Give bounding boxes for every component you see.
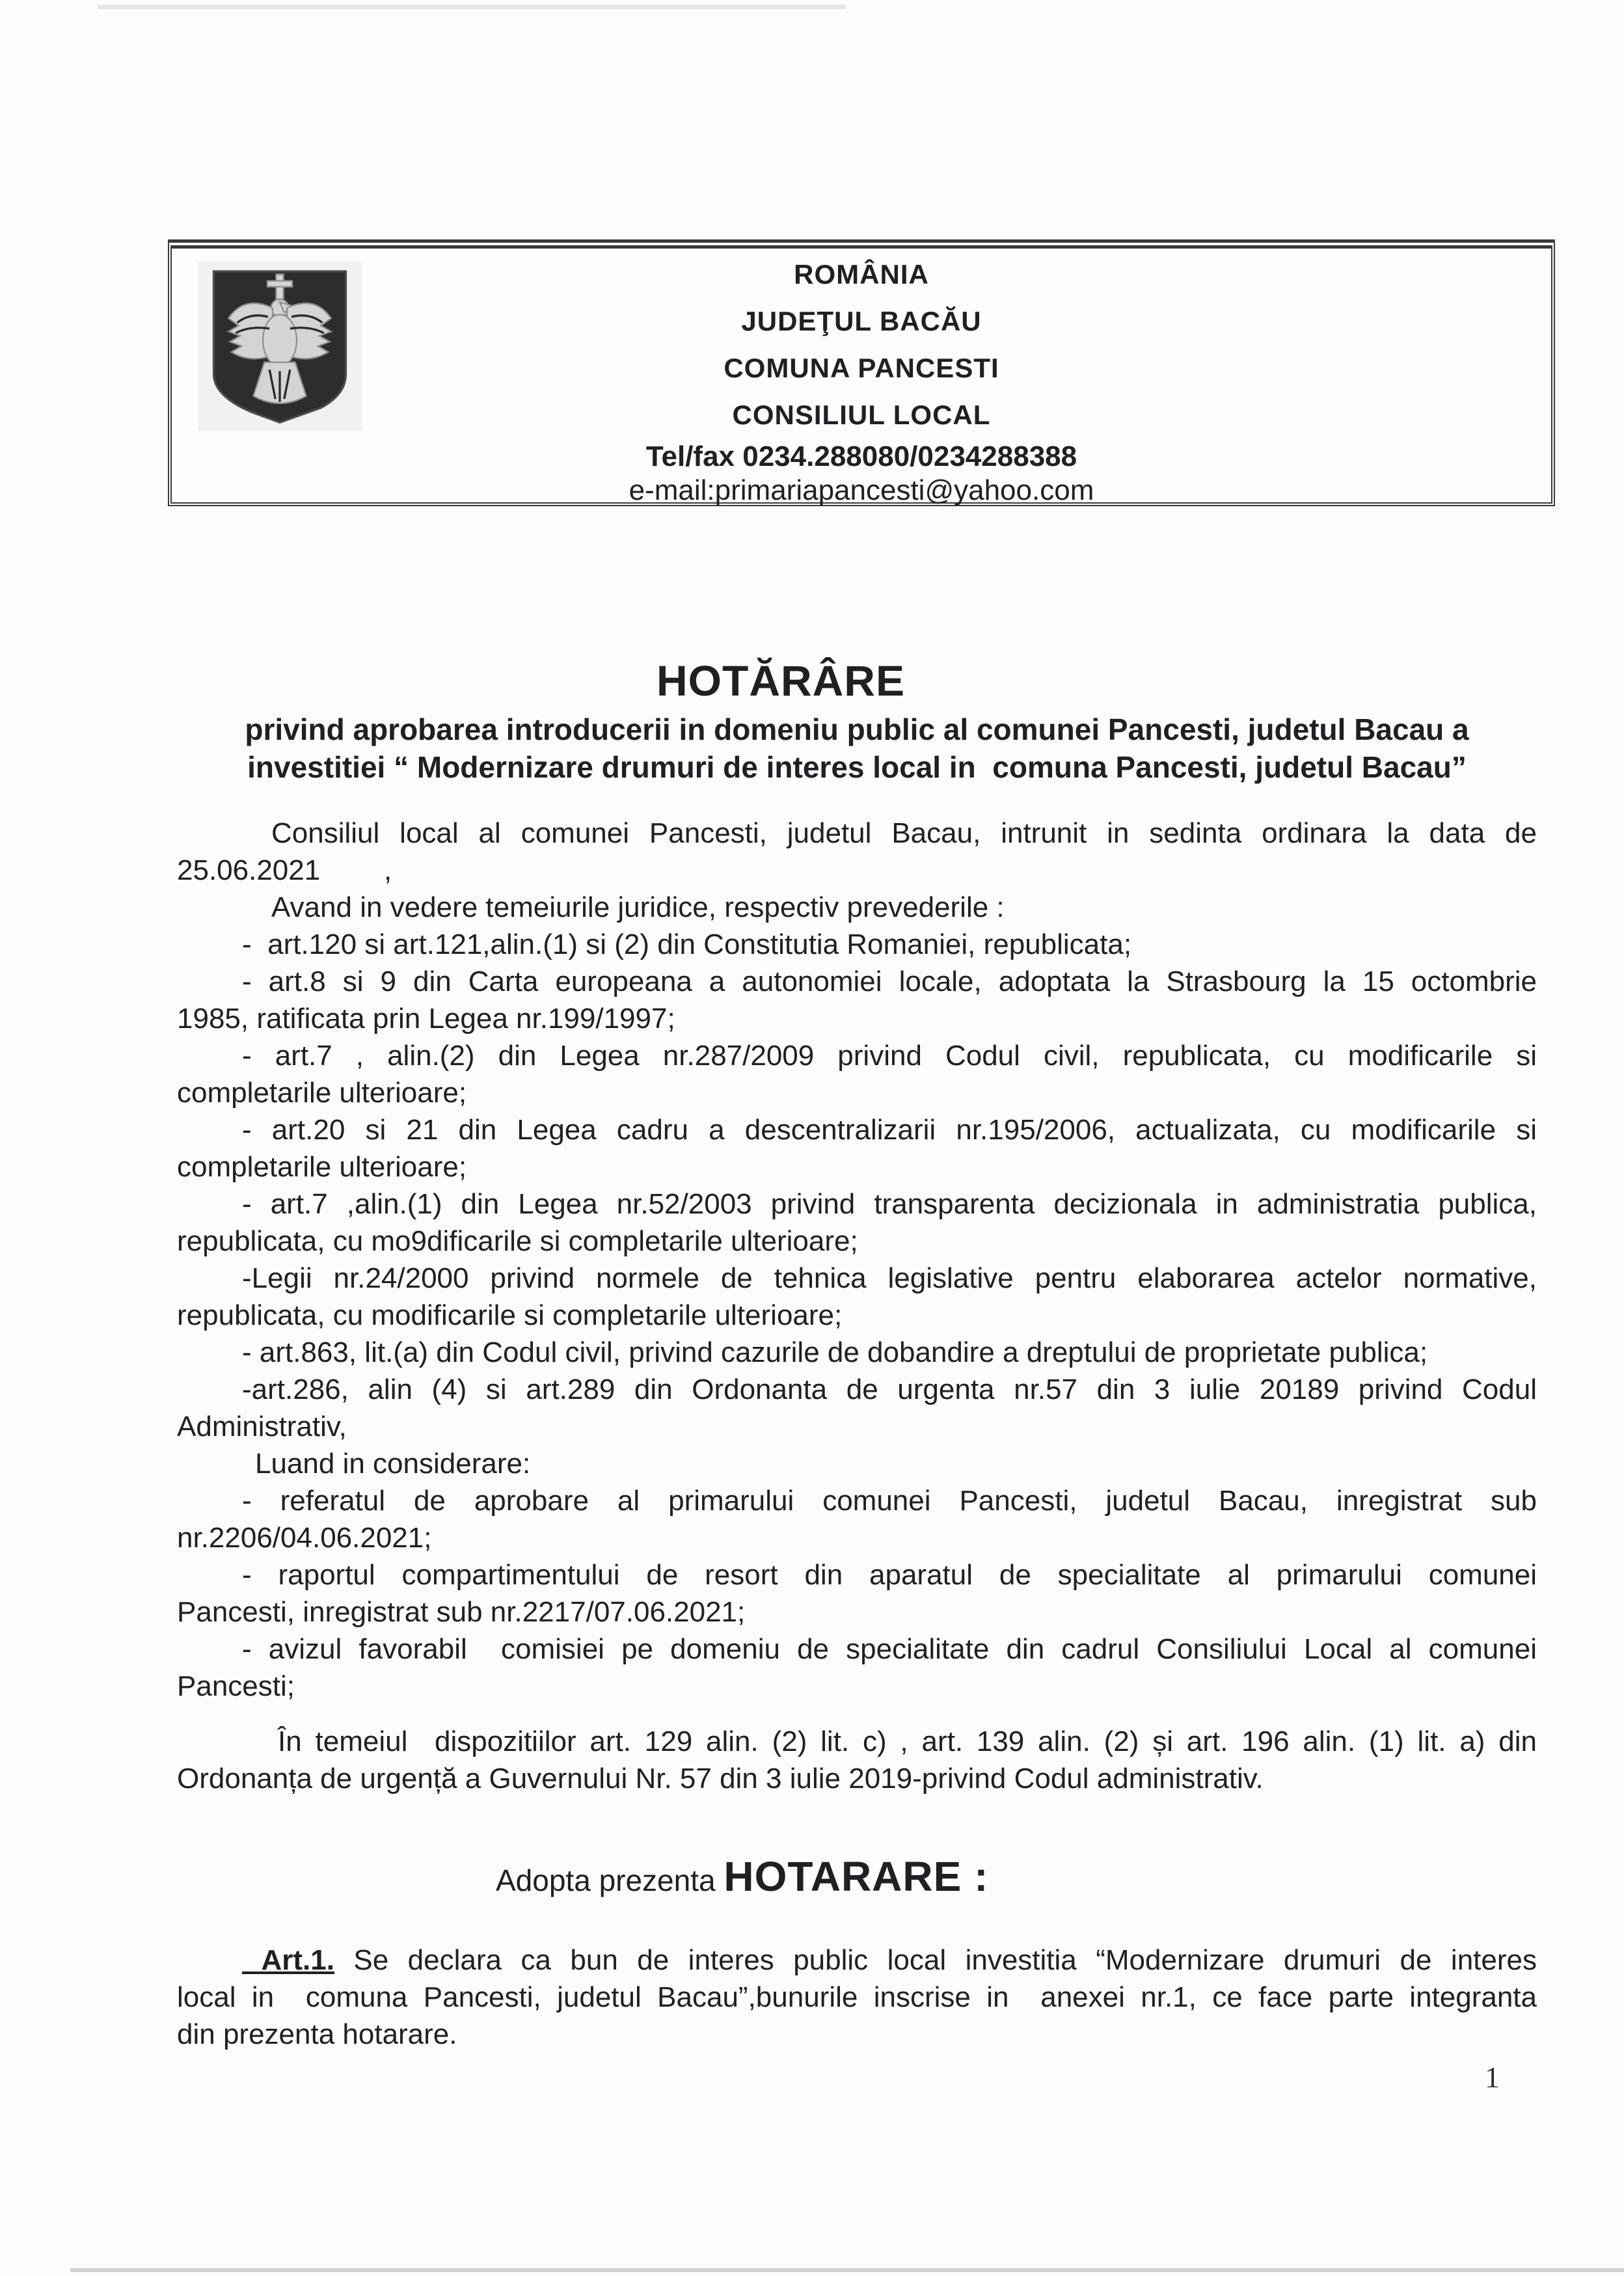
document-title: HOTĂRÂRE — [656, 657, 905, 705]
adopta-decision: HOTARARE — [724, 1853, 962, 1900]
paragraph-gap — [177, 1903, 1537, 1942]
body-line: Pancesti; — [177, 1670, 295, 1702]
scan-artifact-bottom-edge — [70, 2268, 1624, 2272]
article-1-line-1 — [177, 1942, 1537, 1979]
article-1-label: Art.1. — [242, 1944, 334, 1976]
adopta-line — [496, 1850, 1537, 1903]
body-line: Avand in vedere temeiurile juridice, respectiv prevederile : — [271, 891, 1005, 923]
body-line: Ordonanța de urgență a Guvernului Nr. 57 din 3 iulie 2019-privind Codul administrativ. — [177, 1763, 1264, 1795]
subtitle-line-2: investitiei “ Modernizare drumuri de interes local in comuna Pancesti, judetul Bacau” — [247, 750, 1467, 784]
letterhead-telfax: Tel/fax 0234.288080/0234288388 — [645, 440, 1077, 472]
adopta-prefix: Adopta prezenta — [496, 1863, 724, 1897]
body-line: -art.286, alin (4) si art.289 din Ordonanta de urgenta nr.57 din 3 iulie 20189 privind Codul — [242, 1374, 1537, 1405]
letterhead-box — [168, 239, 1555, 506]
body-line: Administrativ, — [177, 1411, 347, 1443]
page-number: 1 — [1485, 2061, 1500, 2094]
body-line: republicata, cu modificarile si completarile ulterioare; — [177, 1299, 843, 1331]
body-line: completarile ulterioare; — [177, 1151, 467, 1183]
body-line: Pancesti, inregistrat sub nr.2217/07.06.2021; — [177, 1596, 746, 1628]
article-1-line-2: local in comuna Pancesti, judetul Bacau”,bunurile inscrise in anexei nr.1, ce face parte integranta — [177, 1981, 1537, 2013]
body-line: - art.120 si art.121,alin.(1) si (2) din Constitutia Romaniei, republicata; — [242, 928, 1132, 960]
body-line: 1985, ratificata prin Legea nr.199/1997; — [177, 1003, 675, 1035]
paragraph-gap — [177, 1705, 1537, 1723]
body-line: Luand in considerare: — [255, 1448, 531, 1480]
letterhead-country: ROMÂNIA — [794, 259, 929, 290]
body-line: - art.20 si 21 din Legea cadru a descentralizarii nr.195/2006, actualizata, cu modificarile si — [242, 1114, 1537, 1146]
article-1-line-3: din prezenta hotarare. — [177, 2018, 457, 2050]
body-line: 25.06.2021 , — [177, 854, 392, 886]
body-line: - art.7 , alin.(2) din Legea nr.287/2009 privind Codul civil, republicata, cu modificarile si — [242, 1040, 1537, 1072]
body-line: - art.863, lit.(a) din Codul civil, privind cazurile de dobandire a dreptului de proprietate publica; — [242, 1336, 1428, 1368]
body-line: - avizul favorabil comisiei pe domeniu de specialitate din cadrul Consiliului Local al comunei — [242, 1633, 1537, 1665]
body-line: Consiliul local al comunei Pancesti, judetul Bacau, intrunit in sedinta ordinara la data de — [271, 817, 1537, 849]
body-line: -Legii nr.24/2000 privind normele de tehnica legislative pentru elaborarea actelor normative, — [242, 1262, 1537, 1294]
letterhead-commune: COMUNA PANCESTI — [724, 353, 999, 383]
letterhead-email: e-mail:primariapancesti@yahoo.com — [629, 474, 1094, 506]
body-line: - art.7 ,alin.(1) din Legea nr.52/2003 privind transparenta decizionala in administratia publica, — [242, 1188, 1537, 1220]
body-line: În temeiul dispozitiilor art. 129 alin. (2) lit. c) , art. 139 alin. (2) și art. 196 alin. (1) lit. a) din — [278, 1726, 1537, 1757]
adopta-colon: : — [962, 1853, 989, 1900]
letterhead-county: JUDEŢUL BACĂU — [741, 306, 982, 336]
subtitle-line-1: privind aprobarea introducerii in domeniu public al comunei Pancesti, judetul Bacau a — [245, 712, 1469, 746]
body-line: - raportul compartimentului de resort din aparatul de specialitate al primarului comunei — [242, 1559, 1537, 1591]
paragraph-gap — [177, 1797, 1537, 1850]
document-subtitle — [177, 711, 1537, 786]
letterhead-council: CONSILIUL LOCAL — [732, 400, 991, 430]
body-line: - referatul de aprobare al primarului comunei Pancesti, judetul Bacau, inregistrat sub — [242, 1485, 1537, 1517]
scan-artifact-top — [98, 5, 846, 9]
body-line: - art.8 si 9 din Carta europeana a autonomiei locale, adoptata la Strasbourg la 15 octombrie — [242, 966, 1537, 997]
article-1-text: Se declara ca bun de interes public local investitia “Modernizare drumuri de interes — [334, 1944, 1537, 1976]
body-line: nr.2206/04.06.2021; — [177, 1522, 432, 1554]
document-body — [177, 815, 1537, 2053]
body-line: republicata, cu mo9dificarile si completarile ulterioare; — [177, 1225, 858, 1257]
body-line: completarile ulterioare; — [177, 1077, 467, 1109]
